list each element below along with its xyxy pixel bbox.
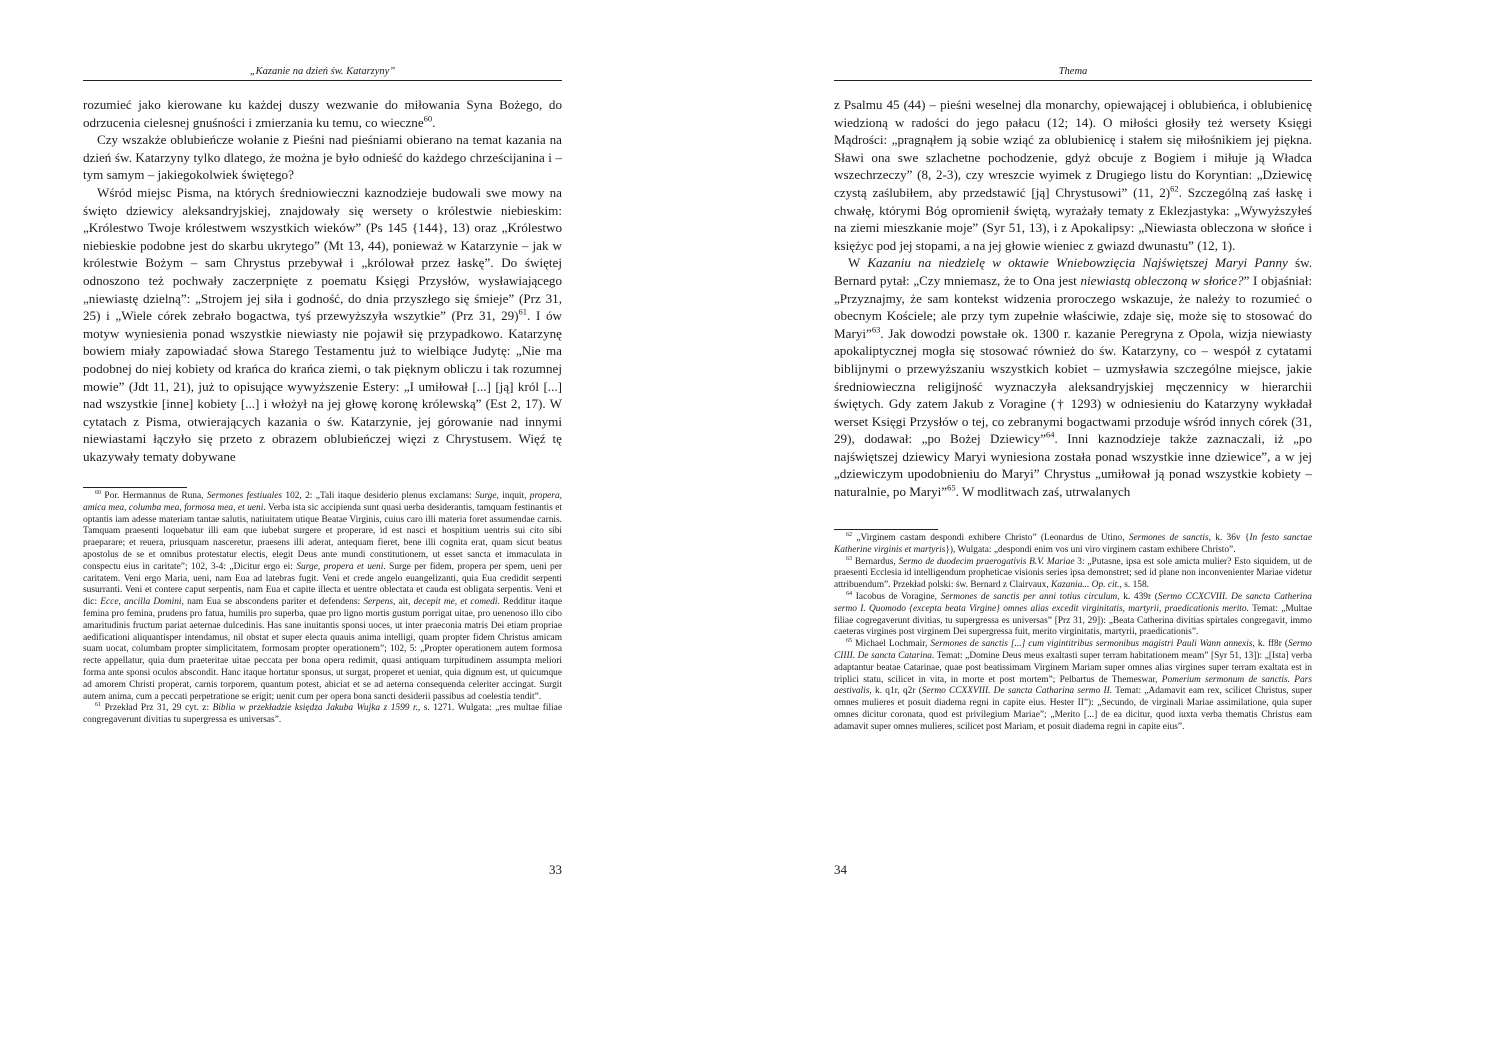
footnotes	[83, 491, 562, 727]
footnote: $^{60}$ Por. Hermannus de Runa, Sermones festiuales 102, 2: „Tali itaque desiderio plenus exclamans: Surge, inquit, propera, amica mea, columba mea, formosa mea, et ueni. Verba ista sic accipienda sunt quasi uerba desiderantis, tamquam festinantis et optantis iam adesse materiam tantae salutis, natiuitatem utique Beatae Virginis, cuius caro illi materia foret assumendae carnis. Tamquam praesenti loquebatur illi eam que iubebat surgere et properare, id est nasci et hospitium uentris sui cito sibi praeparare; et reuera, priusquam nasceretur, praesens illi aderat, antequam fieret, bene illi cognita erat, quam sicut beatus apostolus de se et omnibus protestatur electis, elegit Deus ante mundi constitutionem, ut esset sancta et immaculata in conspectu eius in caritate”; 102, 3-4: „Dicitur ergo ei: Surge, propera et ueni. Surge per fidem, propera per spem, ueni per caritatem. Veni ergo Maria, ueni, nam Eua ad latebras fugit. Veni et crede angelo euangelizanti, quia Eua credidit serpenti susurranti. Veni et contere caput serpentis, nam Eua et capite illecta et uentre oblectata et cauda est obligata serpentis. Veni et dic: Ecce, ancilla Domini, nam Eua se abscondens pariter et defendens: Serpens, ait, decepit me, et comedi. Redditur itaque femina pro femina, prudens pro fatua, humilis pro superba, quae pro ligno mortis gustum porrigat uitae, pro uenenoso illo cibo amaritudinis fructum pariat aeternae dulcedinis. Has sane inuitantis sponsi uoces, ut inter praeconia matris Dei etiam propriae aedificationi aliquantisper intendamus, nil obstat et super electa quauis anima intelligi, quam propter fidem Christus amicam suam uocat, columbam propter simplicitatem, formosam propter operationem”; 102, 5: „Propter operationem autem formosa recte appellatur, quia dum praeteritae uitae peccata per bona opera redimit, quasi antiquam turpitudinem assumpta meliori forma ante sponsi oculos abscondit. Hanc itaque hortatur sponsus, ut surgat, properet et ueniat, quia dignum est, ut quicumque ad amorem Christi properat, carnis torporem, quantum potest, abiciat et se ad aeterna consequenda celeriter accingat. Surgit autem anima, cum a peccati perpetratione se erigit; uenit cum per opera bona sancti desiderii passibus ad coelestia tendit”.	[83, 489, 563, 702]
page-number: 33	[549, 862, 562, 877]
paragraph: rozumieć jako kierowane ku każdej duszy wezwanie do miłowania Syna Bożego, do odrzucenia cielesnej gnuśności i zmierzania ku temu, co wieczne$^{60}$.	[83, 97, 562, 130]
header-rule	[834, 80, 1312, 81]
body-text	[834, 96, 1312, 501]
footnotes	[834, 533, 1312, 734]
running-head: Thema	[1058, 66, 1088, 77]
footnote-rule	[83, 487, 187, 488]
body-text	[83, 96, 562, 465]
paragraph: Wśród miejsc Pisma, na których średniowieczni kaznodzieje budowali swe mowy na święto dziewicy aleksandryjskiej, znajdowały się wersety o królestwie niebieskim: „Królestwo Twoje królestwem wszystkich wieków” (Ps 145 {144}, 13) oraz „Królestwo niebieskie podobne jest do skarbu ukrytego” (Mt 13, 44), ponieważ w Katarzynie – jak w królestwie Bożym – sam Chrystus przebywał i „królował przez łaskę”. Do świętej odnoszono też pochwały zaczerpnięte z poematu Księgi Przysłów, wysławiającego „niewiastę dzielną”: „Strojem jej siła i godność, do dnia przyszłego się śmieje” (Prz 31, 25) i „Wiele córek zebrało bogactwa, tyś przewyższyła wszytkie” (Prz 31, 29)$^{61}$. I ów motyw wyniesienia ponad wszystkie niewiasty nie pojawił się przypadkowo. Katarzynę bowiem miały zapowiadać słowa Starego Testamentu już to wielbiące Judytę: „Nie ma podobnej do niej kobiety od krańca do krańca ziemi, o tak pięknym obliczu i tak rozumnej mowie” (Jdt 11, 21), już to opisujące wywyższenie Estery: „I umiłował [...] [ją] król [...] nad wszystkie [inne] kobiety [...] i włożył na jej głowę koronę królewską” (Est 2, 17). W cytatach z Pisma, otwierających kazania o św. Katarzynie, jej górowanie nad innymi niewiastami łączyło się przeto z obrazem oblubieńczej więzi z Chrystusem. Więź tę ukazywały tematy dobywane	[83, 184, 562, 464]
footnote-rule	[834, 529, 938, 530]
paragraph: W Kazaniu na niedzielę w oktawie Wniebowzięcia Najświętszej Maryi Panny św. Bernard pytał: „Czy mniemasz, że to Ona jest niewiastą obleczoną w słońce?” I objaśniał: „Przyznajmy, że sam kontekst widzenia proroczego wskazuje, że należy to rozumieć o obecnym Kościele; ale przy tym zupełnie właściwie, zdaje się, może się to stosować do Maryi”$^{63}$. Jak dowodzi powstałe ok. 1300 r. kazanie Peregryna z Opola, wizja niewiasty apokaliptycznej mogła się stosować również do św. Katarzyny, co – wespół z cytatami biblijnymi o przewyższaniu wszystkich kobiet – uzmysławia szczególne miejsce, jakie średniowieczna religijność wyznaczyła aleksandryjskiej męczennicy w hierarchii świętych. Gdy zatem Jakub z Voragine († 1293) w odniesieniu do Katarzyny wykładał werset Księgi Przysłów o tej, co zebranymi bogactwami przoduje wśród innych córek (31, 29), dodawał: „po Bożej Dziewicy”$^{64}$. Inni kaznodzieje także zaznaczali, iż „po najświętszej dziewicy Maryi wyniesiona została ponad wszystkie inne dziewice”, a w jej „dziewiczym upodobnieniu do Maryi” Chrystus „umiłował ją ponad wszystkie kobiety – naturalnie, po Maryi”$^{65}$. W modlitwach zaś, utrwalanych	[834, 255, 1313, 500]
footnote: $^{61}$ Przekład Prz 31, 29 cyt. z: Biblia w przekładzie księdza Jakuba Wujka z 1599 r., s. 1271. Wulgata: „res multae filiae congregaverunt divitias tu supergressa es universas”.	[83, 702, 563, 726]
paragraph: z Psalmu 45 (44) – pieśni weselnej dla monarchy, opiewającej i oblubieńca, i oblubienicę wiedzioną w radości do jego pałacu (12; 14). O miłości głosiły też wersety Księgi Mądrości: „pragnąłem ją sobie wziąć za oblubienicę i stałem się miłośnikiem jej piękna. Sławi ona swe szlachetne pochodzenie, gdyż obcuje z Bogiem i miłuje ją Władca wszechrzeczy” (8, 2-3), czy wreszcie wyimek z Drugiego listu do Koryntian: „Dziewicę czystą zaślubiłem, aby przedstawić [ją] Chrystusowi” (11, 2)$^{62}$. Szczególną zaś łaskę i chwałę, którymi Bóg opromienił świętą, wyrażały tematy z Eklezjastyka: „Wywyższyłeś na ziemi mieszkanie moje” (Syr 51, 13), i z Apokalipsy: „Niewiasta obleczona w słońce i księżyc pod jej stopami, a na jej głowie wieniec z gwiazd dwunastu” (12, 1).	[834, 97, 1312, 253]
footnote: $^{64}$ Iacobus de Voragine, Sermones de sanctis per anni totius circulum, k. 439r (Sermo CCXCVIII. De sancta Catherina sermo I. Quomodo {excepta beata Virgine} omnes alias excedit virginitatis, martyrii, praedicationis merito. Temat: „Multae filiae cogregaverunt divitias, tu supergressa es universas” [Prz 31, 29]): „Beata Catherina divitias spirtales congregavit, immo caeteras virgines post virginem Dei supergressa fuit, merito virginitatis, martyrii, praedicationis”.	[834, 590, 1312, 638]
running-head: „Kazanie na dzień św. Katarzyny”	[249, 66, 396, 77]
header-rule	[83, 80, 562, 81]
footnote: $^{65}$ Michael Lochmair, Sermones de sanctis [...] cum vigintitribus sermonibus magistri Pauli Wann annexis, k. ff8r (Sermo CIIII. De sancta Catarina. Temat: „Domine Deus meus exaltasti super terram habitationem meam” [Syr 51, 13]): „[Ista] verba adaptantur beatae Catarinae, quae post beatissimam Virginem Mariam super omnes alias virgines super terram exaltata est in triplici statu, scilicet in vita, in morte et post mortem”; Pelbartus de Themeswar, Pomerium sermonum de sanctis. Pars aestivalis, k. q1r, q2r (Sermo CCXXVIII. De sancta Catharina sermo II. Temat: „Adamavit eam rex, scilicet Christus, super omnes mulieres et posuit diadema regni in capite eius. Hester II”): „Secundo, de virginali Mariae assimilatione, quia super omnes dicitur coronata, quod est privilegium Mariae”; „Merito [...] de ea dicitur, quod iuxta verba thematis Christus eam adamavit super omnes mulieres, scilicet post Mariam, et posuit diadema regni in capite eius”.	[834, 638, 1313, 732]
page-number: 34	[834, 862, 847, 877]
footnote: $^{62}$ „Virginem castam despondi exhibere Christo” (Leonardus de Utino, Sermones de sanctis, k. 36v {In festo sanctae Katherine virginis et martyris}), Wulgata: „despondi enim vos uni viro virginem castam exhibere Christo”.	[834, 531, 1313, 555]
paragraph: Czy wszakże oblubieńcze wołanie z Pieśni nad pieśniami obierano na temat kazania na dzień św. Katarzyny tylko dlatego, że można je było odnieść do każdego chrześcijanina i – tym samym – jakiegokolwiek świętego?	[83, 132, 562, 183]
footnote: $^{63}$ Bernardus, Sermo de duodecim praerogativis B.V. Mariae 3: „Putasne, ipsa est sole amicta mulier? Esto siquidem, ut de praesenti Ecclesia id intelligendum propheticae visionis series ipsa demonstret; sed id plane non inconvenienter Mariae videtur attribuendum”. Przekład polski: św. Bernard z Clairvaux, Kazania... Op. cit., s. 158.	[834, 555, 1312, 591]
